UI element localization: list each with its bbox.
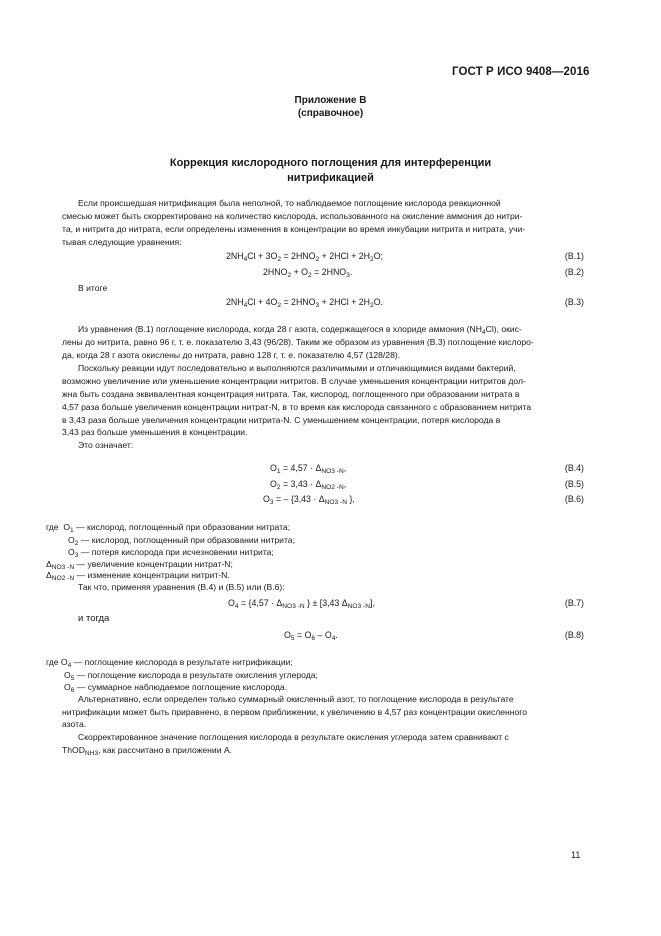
para3-line2: возможно увеличение или уменьшение концентрации нитритов. В случае уменьшения концентрации нитритов дол- [62,376,526,386]
section-title-line2: нитрификацией [287,172,374,184]
equation-b1: $2NH_4Cl + 3O_2 = 2HNO_2 + 2HCl + 2H_2O$; [226,251,383,263]
equation-number-b4: (B.4) [564,463,584,473]
equation-number-b7: (B.7) [564,598,584,608]
itogo-label: В итоге [78,283,108,293]
where2-o6: $O_6$ — суммарное наблюдаемое поглощение кислорода. [64,682,288,694]
where1-delta-no3: $\Delta_{NO3 -N}$ — увеличение концентрации нитрат-N; [46,559,233,571]
equation-number-b6: (B.6) [564,494,584,504]
para2-line2: лены до нитрита, равно 96 г, т. е. показателю 3,43 (96/28). Таким же образом из уравнения (В.3) поглощение кислоро- [62,337,534,347]
equation-number-b8: (B.8) [564,630,584,640]
equation-b3: $2NH_4Cl + 4O_2 = 2HNO_3 + 2HCl + 2H_2O$. [226,297,383,309]
equation-b2: $2HNO_2 + O_2 = 2HNO_3$. [263,267,353,279]
equation-number-b1: (B.1) [564,251,584,261]
para3-line1: Поскольку реакции идут последовательно и выполняются различимыми и отличающимися видами бактерий, [78,363,516,373]
where1-delta-no2: $\Delta_{NO2 -N}$ — изменение концентрации нитрит-N. [46,570,230,582]
intro-line2: смесью может быть скорректировано на количество кислорода, использованного на окисление аммония до нитри- [62,211,523,221]
para3-line4: 4,57 раза больше увеличения концентрации нитрат-N, в то время как кислорода связанного с образованием нитрита [62,402,532,412]
equation-number-b2: (B.2) [564,267,584,277]
appendix-subtitle: (справочное) [297,108,364,119]
para5-line2: ThOD$_{NH3}$, как рассчитано в приложении А. [62,745,233,757]
para3-line5: в 3,43 раза больше увеличения концентрации нитрита-N. С уменьшением концентрации, потеря кислорода в [62,415,501,425]
page-number: 11 [571,850,581,860]
para4-line2: нитрификации может быть приравнено, в первом приближении, к увеличению в 4,57 раз концентрации окисленного [62,707,528,717]
equation-b5: $O_2 = 3,43 \cdot \Delta_{NO2 -N}$, [270,479,347,491]
section-title-line1: Коррекция кислородного поглощения для интерференции [169,157,492,169]
where1-o3: $O_3$ — потеря кислорода при исчезновении нитрита; [68,547,274,559]
para3-line3: жна быть создана эквивалентная концентрация нитрата. Так, кислород, поглощенного при образовании нитрата в [62,389,520,399]
where1-o2: $O_2$ — кислород, поглощенный при образовании нитрита; [68,535,295,547]
standard-number: ГОСТ Р ИСО 9408—2016 [452,66,590,78]
para3-line6: 3,43 раз больше уменьшения в концентрации. [62,427,248,437]
para3-line7: Это означает: [78,440,134,450]
equation-number-b3: (B.3) [564,297,584,307]
para4-line1: Альтернативно, если определен только суммарный окисленный азот, то поглощение кислорода в результате [78,694,514,704]
intro-line3: та, и нитрита до нитрата, если определены изменения в концентрации во время инкубации нитрита и нитрата, учи- [62,224,526,234]
intro-line1: Если происшедшая нитрификация была неполной, то наблюдаемое поглощение кислорода реакционной [78,198,501,208]
equation-b8: $O_5 = O_6 - O_4$. [284,630,338,642]
where1-o1: где $O_1$ — кислород, поглощенный при образовании нитрата; [46,522,291,534]
equation-b4: $O_1 = 4,57 \cdot \Delta_{NO3 -N}$, [270,463,347,475]
equation-b6: $O_3$ = – {$3,43 \cdot \Delta_{NO3 -N}$ }, [263,494,355,506]
equation-b7: $O_4 = \{4,57 \cdot \Delta_{NO3 -N}$ } ± [3,43 $\Delta_{NO3 -N}$], [228,598,375,610]
para2-line1: Из уравнения (В.1) поглощение кислорода, когда 28 г азота, содержащегося в хлориде аммония $(NH_4Cl)$, окис- [78,324,522,336]
intro-line4: тывая следующие уравнения: [62,237,182,247]
where2-o4: где $O_4$ — поглощение кислорода в результате нитрификации; [46,657,293,669]
where2-o5: $O_5$ — поглощение кислорода в результате окисления углерода; [64,670,318,682]
para2-line3: да, когда 28 г азота окислены до нитрата, равно 128 г, т. е. показателю 4,57 (128/28). [62,350,401,360]
equation-number-b5: (B.5) [564,479,584,489]
para4-line3: азота. [62,719,87,729]
appendix-title: Приложение В [294,95,367,106]
where1-tak: Так что, применяя уравнения (В.4) и (В.5) или (В.6): [78,582,285,592]
itogda-label: и тогда [78,613,110,624]
para5-line1: Скорректированное значение поглощения кислорода в результате окисления углерода затем сравнивают с [78,732,509,742]
